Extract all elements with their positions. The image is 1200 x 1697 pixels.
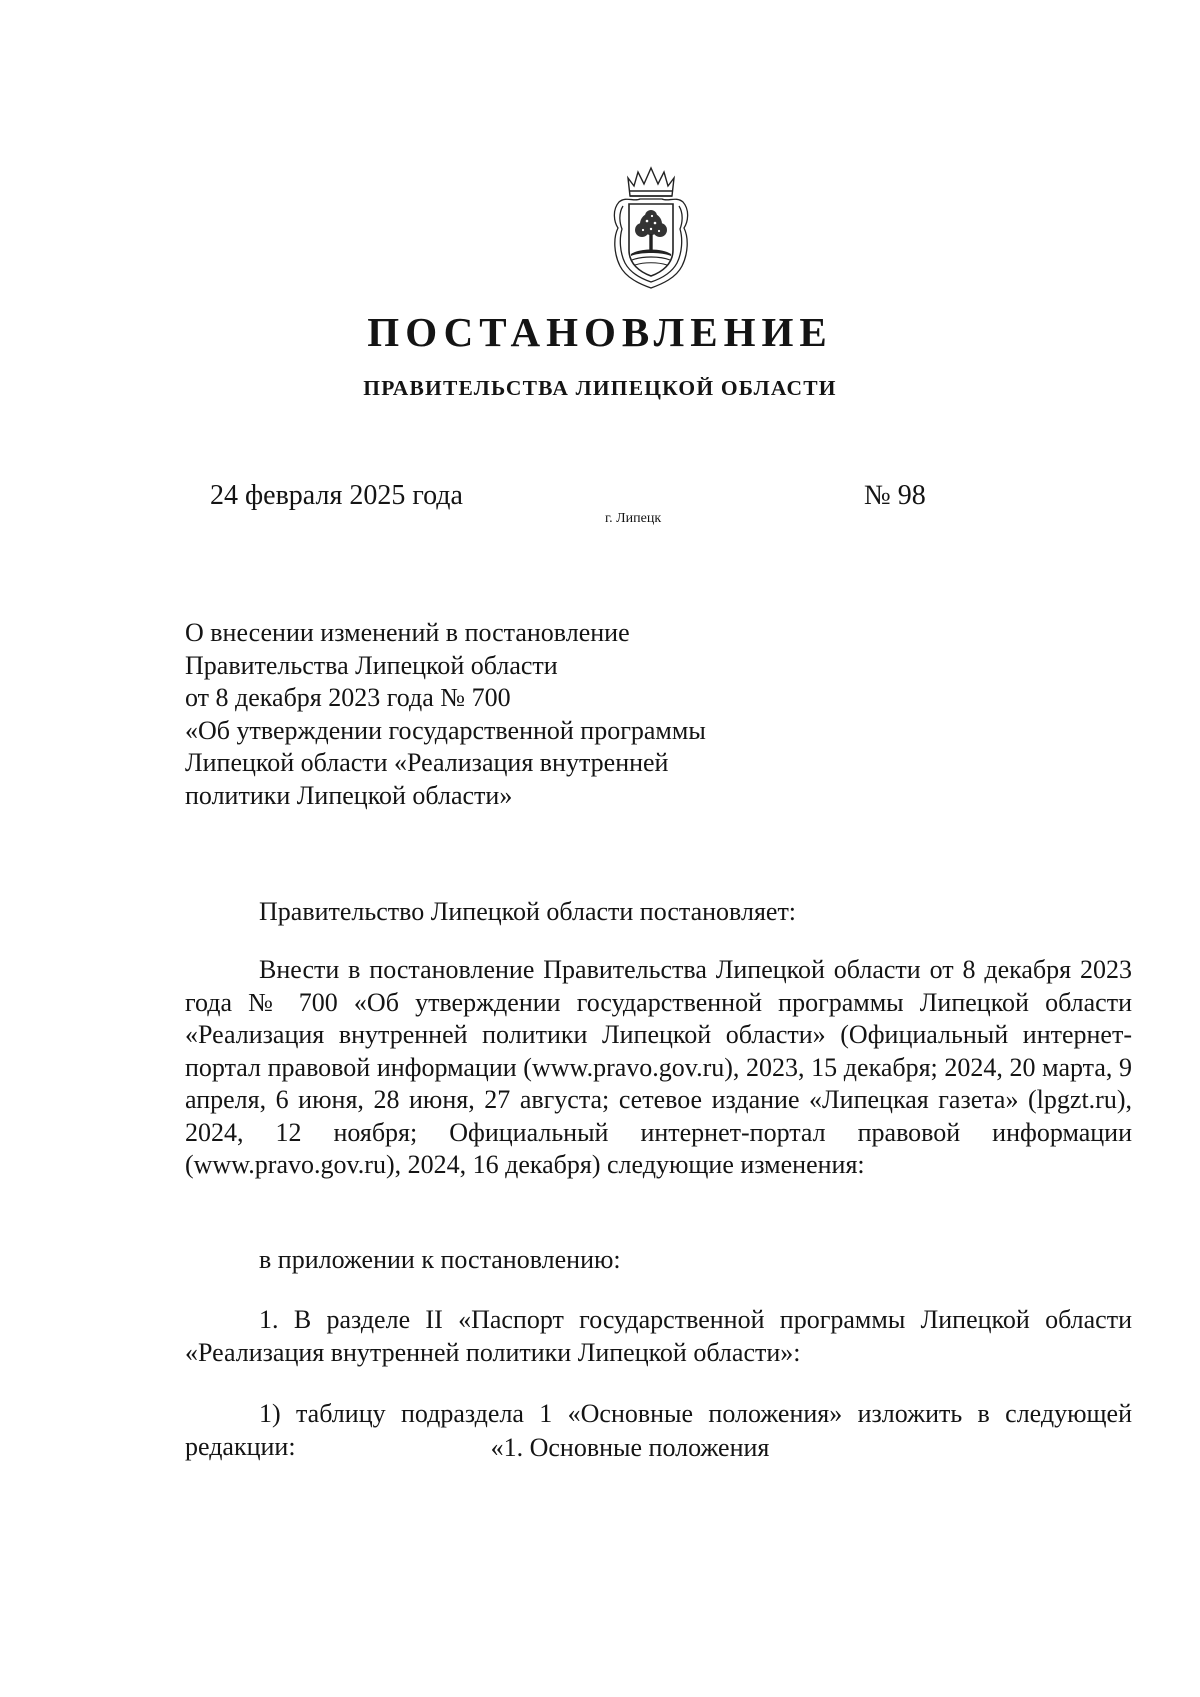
document-subject <box>185 617 805 812</box>
section-heading-text: «1. Основные положения <box>490 1433 770 1462</box>
subject-line: политики Липецкой области» <box>185 780 513 810</box>
item-1-paragraph <box>185 1304 1132 1369</box>
main-paragraph <box>185 954 1132 1182</box>
preamble-paragraph <box>185 896 1132 929</box>
preamble-text: Правительство Липецкой области постановляет: <box>259 897 797 926</box>
appendix-text: в приложении к постановлению: <box>259 1245 621 1274</box>
document-city: г. Липецк <box>605 511 662 526</box>
item-1-text: 1. В разделе II «Паспорт государственной программы Липецкой области «Реализация внутренней политики Липецкой области»: <box>185 1305 1132 1367</box>
subject-line: Липецкой области «Реализация внутренней <box>185 748 669 777</box>
document-title: ПОСТАНОВЛЕНИЕ <box>367 309 833 355</box>
subject-line: Правительства Липецкой области <box>185 650 558 680</box>
document-number: № 98 <box>864 480 926 511</box>
subject-line: от 8 декабря 2023 года № 700 <box>185 683 511 712</box>
document-date: 24 февраля 2025 года <box>210 480 463 511</box>
main-text: Внести в постановление Правительства Липецкой области от 8 декабря 2023 года № 700 «Об утверждении государственной программы Липецкой области «Реализация внутренней политики Липецкой области» (Официальный интернет-портал правовой информации (www.pravo.gov.ru), 2023, 15 декабря; 2024, 20 марта, 9 апреля, 6 июня, 28 июня, 27 августа; сетевое издание «Липецкая газета» (lpgzt.ru), 2024, 12 ноября; Официальный интернет-портал правовой информации (www.pravo.gov.ru), 2024, 16 декабря) следующие изменения: <box>185 955 1132 1179</box>
item-1-1-text: 1) таблицу подраздела 1 «Основные положения» изложить в следующей редакции: <box>185 1399 1132 1461</box>
subject-line: «Об утверждении государственной программы <box>185 715 706 745</box>
coat-of-arms-icon <box>610 166 692 290</box>
subject-line: О внесении изменений в постановление <box>185 618 630 647</box>
document-subtitle: ПРАВИТЕЛЬСТВА ЛИПЕЦКОЙ ОБЛАСТИ <box>363 376 837 400</box>
section-heading <box>0 1432 1200 1465</box>
appendix-paragraph <box>185 1244 1132 1277</box>
